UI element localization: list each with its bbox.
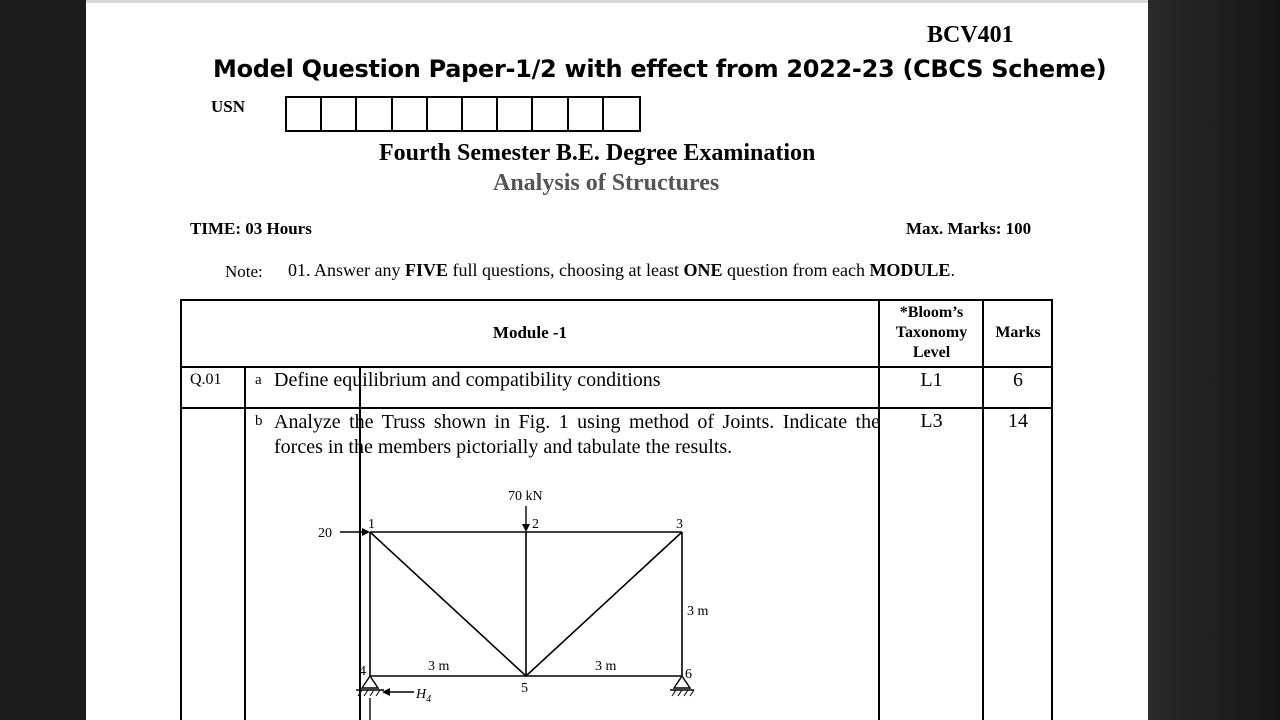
truss-right-diagonal: [526, 532, 682, 676]
bloom-heading-line: Taxonomy: [895, 324, 968, 341]
table-border-left: [180, 299, 182, 720]
note-part: question from each: [722, 260, 870, 280]
exam-title: Fourth Semester B.E. Degree Examination: [379, 140, 816, 166]
reaction-label-main: H: [416, 687, 427, 702]
horizontal-load-label: 20: [318, 526, 332, 541]
note-emphasis: MODULE: [869, 260, 951, 280]
table-header-divider: [180, 366, 1053, 368]
reaction-label-subscript: 4: [426, 694, 432, 705]
node-label: 6: [685, 667, 692, 682]
note-emphasis: FIVE: [404, 260, 448, 280]
table-row-divider: [180, 407, 1053, 409]
bloom-heading-line: *Bloom’s: [899, 304, 964, 321]
sub-question-label: a: [255, 372, 262, 388]
question-marks: 6: [1013, 369, 1023, 391]
bloom-level: L1: [920, 369, 943, 391]
bloom-level: L3: [920, 410, 943, 432]
node-label: 2: [532, 517, 539, 532]
usn-box: [357, 98, 392, 130]
bloom-level-heading: [880, 303, 983, 363]
marks-heading: Marks: [995, 324, 1041, 341]
usn-box: [393, 98, 428, 130]
usn-box: [428, 98, 463, 130]
module-heading: Module -1: [492, 323, 568, 342]
question-text-line: forces in the members pictorially and tabulate the results.: [274, 436, 733, 458]
truss-figure: [306, 480, 726, 720]
node-label: 1: [368, 517, 375, 532]
vertical-load-label: 70 kN: [508, 489, 543, 504]
usn-box: [322, 98, 357, 130]
note-instruction: [288, 260, 955, 281]
question-marks: 14: [1008, 410, 1028, 432]
pin-support-icon: [356, 676, 384, 720]
table-col-divider: [244, 366, 246, 720]
usn-box: [604, 98, 639, 130]
dimension-label: 3 m: [687, 604, 709, 619]
vertical-load-arrow: [522, 506, 530, 532]
horizontal-load-arrow: [340, 528, 370, 536]
usn-entry-boxes: [285, 96, 641, 132]
reaction-label: [415, 687, 431, 705]
reaction-arrow: [382, 688, 414, 696]
page-top-edge: [86, 0, 1148, 3]
note-label: Note:: [225, 262, 263, 281]
subject-name: Analysis of Structures: [493, 170, 720, 196]
table-border-top: [180, 299, 1053, 301]
truss-left-diagonal: [370, 532, 526, 676]
sub-question-label: b: [255, 413, 263, 429]
usn-box: [463, 98, 498, 130]
note-part: .: [950, 260, 955, 280]
dimension-label: 3 m: [595, 659, 617, 674]
node-label: 5: [521, 681, 528, 696]
paper-title: Model Question Paper-1/2 with effect from 2022-23 (CBCS Scheme): [213, 55, 1107, 83]
note-emphasis: ONE: [683, 260, 723, 280]
bloom-heading-line: Level: [912, 344, 951, 361]
usn-box: [569, 98, 604, 130]
dimension-label: 3 m: [428, 659, 450, 674]
node-label: 3: [676, 517, 683, 532]
note-part: 01. Answer any: [288, 260, 405, 280]
question-number: Q.01: [190, 371, 222, 388]
usn-label: USN: [211, 97, 246, 116]
node-label: 4: [359, 664, 366, 679]
usn-box: [287, 98, 322, 130]
usn-box: [533, 98, 568, 130]
question-text-line: Analyze the Truss shown in Fig. 1 using method of Joints. Indicate the: [274, 411, 880, 433]
note-part: full questions, choosing at least: [448, 260, 684, 280]
question-text: [274, 410, 880, 460]
usn-box: [498, 98, 533, 130]
question-text: Define equilibrium and compatibility conditions: [274, 369, 661, 391]
exam-duration: TIME: 03 Hours: [190, 219, 312, 238]
question-paper-page: [86, 0, 1148, 720]
right-background: [1148, 0, 1280, 720]
max-marks: Max. Marks: 100: [906, 219, 1032, 238]
left-background: [0, 0, 86, 720]
table-border-right: [1051, 299, 1053, 720]
subject-code: BCV401: [927, 22, 1014, 48]
